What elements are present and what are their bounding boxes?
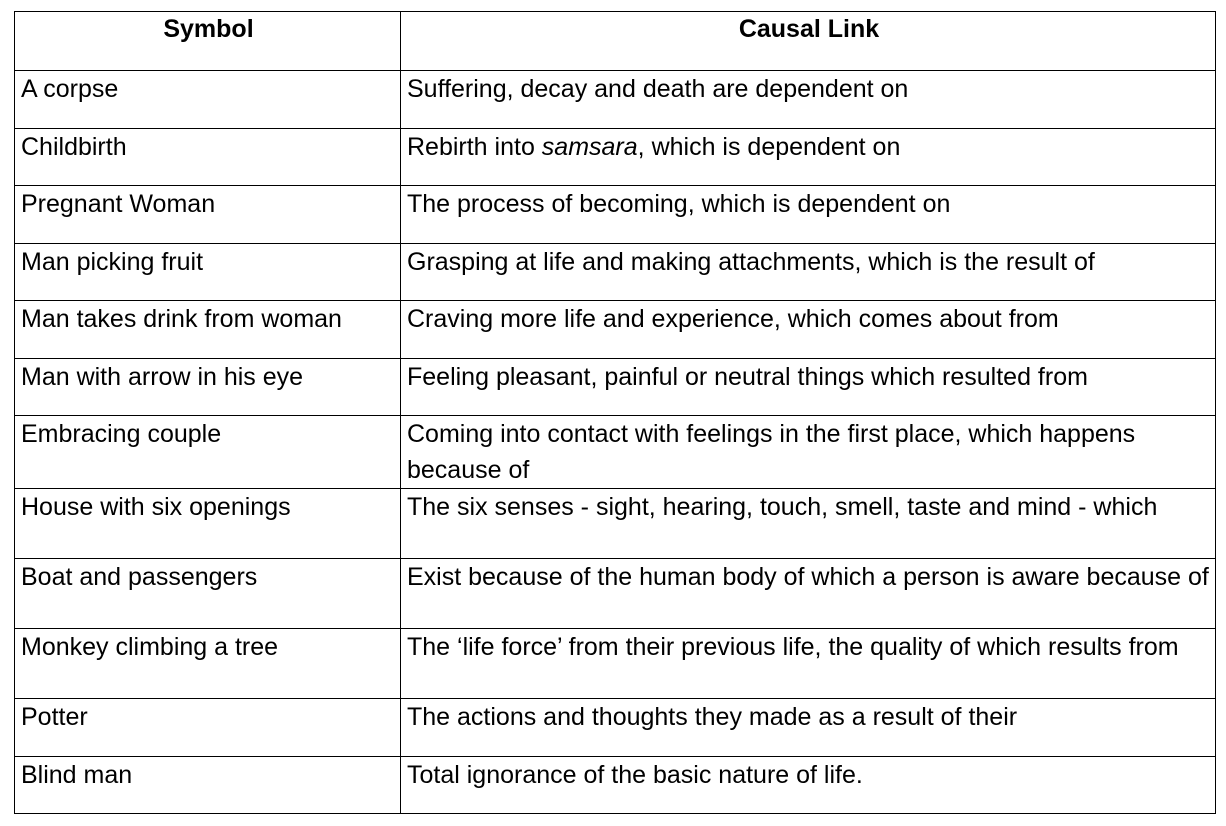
- symbol-cell: Childbirth: [15, 128, 401, 186]
- table-row: [15, 358, 1216, 416]
- causal-link-text: The actions and thoughts they made as a result of their: [407, 703, 1018, 731]
- table-row: [15, 128, 1216, 186]
- symbol-cell: House with six openings: [15, 489, 401, 559]
- header-symbol: Symbol: [15, 12, 401, 71]
- table-row: [15, 416, 1216, 489]
- table-row: [15, 559, 1216, 629]
- symbol-cell: Man with arrow in his eye: [15, 358, 401, 416]
- table-row: [15, 699, 1216, 757]
- table-row: [15, 756, 1216, 814]
- causal-link-cell: [401, 756, 1216, 814]
- causal-link-cell: [401, 699, 1216, 757]
- symbol-cell: Pregnant Woman: [15, 186, 401, 244]
- header-causal-link: Causal Link: [401, 12, 1216, 71]
- causal-link-text: Total ignorance of the basic nature of life.: [407, 760, 863, 789]
- symbol-cell: Man takes drink from woman: [15, 301, 401, 359]
- symbol-cell: Monkey climbing a tree: [15, 629, 401, 699]
- causal-link-cell: [401, 629, 1216, 699]
- symbol-cell: Blind man: [15, 756, 401, 814]
- causal-link-cell: [401, 186, 1216, 244]
- symbol-cell: Embracing couple: [15, 416, 401, 489]
- table-row: [15, 71, 1216, 129]
- causal-link-cell: [401, 301, 1216, 359]
- causal-link-text: Exist because of the human body of which a person is aware because of: [407, 563, 1209, 591]
- table-row: [15, 301, 1216, 359]
- causal-link-text: The ‘life force’ from their previous life, the quality of which results from: [407, 633, 1179, 661]
- causal-link-cell: [401, 358, 1216, 416]
- symbol-cell: Potter: [15, 699, 401, 757]
- causal-link-cell: [401, 243, 1216, 301]
- symbol-cell: A corpse: [15, 71, 401, 129]
- causal-link-cell: [401, 416, 1216, 489]
- causal-link-text: Suffering, decay and death are dependent on: [407, 75, 909, 103]
- causal-link-text: Coming into contact with feelings in the first place, which happens because of: [407, 420, 1136, 484]
- symbols-causal-links-table: [14, 11, 1216, 814]
- header-row: [15, 12, 1216, 71]
- causal-link-cell: [401, 489, 1216, 559]
- causal-link-text: The process of becoming, which is dependent on: [407, 190, 951, 218]
- causal-link-text-cont: , which is dependent on: [637, 132, 901, 161]
- table-row: [15, 629, 1216, 699]
- causal-link-text: Feeling pleasant, painful or neutral things which resulted from: [407, 362, 1088, 391]
- symbol-cell: Boat and passengers: [15, 559, 401, 629]
- table-row: [15, 186, 1216, 244]
- causal-link-text: The six senses - sight, hearing, touch, smell, taste and mind - which: [407, 493, 1158, 521]
- causal-link-text: Rebirth into: [407, 132, 542, 161]
- causal-link-text: Craving more life and experience, which comes about from: [407, 305, 1059, 333]
- causal-link-text: Grasping at life and making attachments, which is the result of: [407, 247, 1095, 276]
- causal-link-emphasis: samsara: [541, 132, 638, 161]
- causal-link-cell: [401, 559, 1216, 629]
- causal-link-cell: [401, 71, 1216, 129]
- table-row: [15, 489, 1216, 559]
- table-row: [15, 243, 1216, 301]
- causal-link-cell: [401, 128, 1216, 186]
- symbol-cell: Man picking fruit: [15, 243, 401, 301]
